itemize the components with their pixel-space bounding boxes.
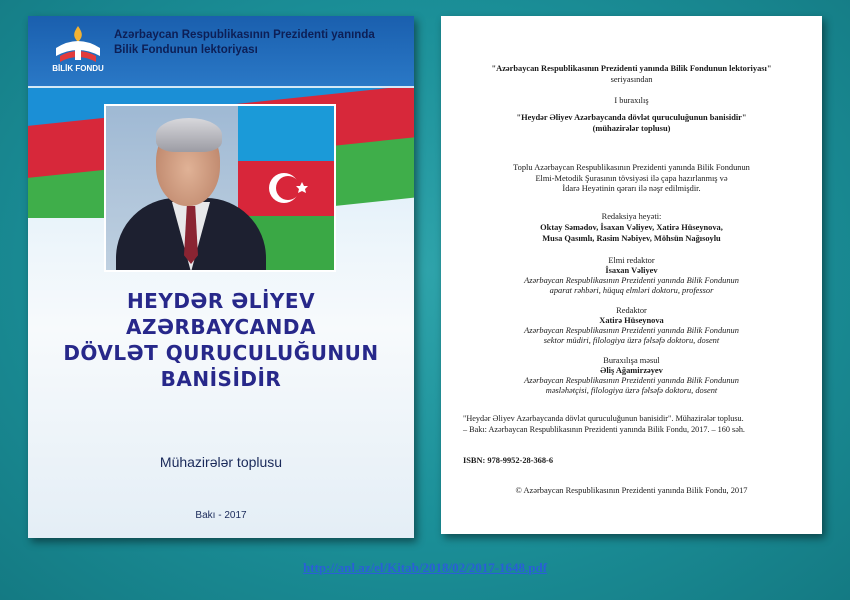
cover-organization xyxy=(114,28,404,58)
scientific-editor-role-1: Azərbaycan Respublikasının Prezidenti yanında Bilik Fondunun xyxy=(524,276,739,285)
cover-org-line-2: Bilik Fondunun lektoriyası xyxy=(114,44,258,56)
editorial-board-line-2: Musa Qasımlı, Rasim Nəbiyev, Möhsün Nağısoylu xyxy=(542,234,721,243)
source-pdf-link[interactable]: http://anl.az/el/Kitab/2018/02/2017-1648.pdf xyxy=(302,560,548,575)
responsible-for-release-name: Əliş Ağamirzəyev xyxy=(600,366,663,375)
scientific-editor-role-2: aparat rəhbəri, hüquq elmləri doktoru, professor xyxy=(549,286,714,295)
logo-text: BİLİK FONDU xyxy=(52,64,104,73)
cover-org-line-1: Azərbaycan Respublikasının Prezidenti yanında xyxy=(114,29,375,41)
cover-title-line-2: AZƏRBAYCANDA xyxy=(126,315,316,339)
isbn: ISBN: 978-9952-28-368-6 xyxy=(463,456,554,465)
cover-title xyxy=(38,288,404,392)
responsible-for-release-role-1: Azərbaycan Respublikasının Prezidenti yanında Bilik Fondunun xyxy=(524,376,739,385)
editorial-board-line-1: Oktay Səmədov, İsaxan Vəliyev, Xatirə Hüseynova, xyxy=(540,223,723,232)
portrait-photo xyxy=(104,104,336,272)
citation-line-1: "Heydər Əliyev Azərbaycanda dövlət quruculuğunun banisidir". Mühazirələr toplusu. xyxy=(463,414,744,423)
citation-line-2: – Bakı: Azərbaycan Respublikasının Prezidenti yanında Bilik Fondu, 2017. – 160 səh. xyxy=(463,425,745,434)
editorial-board-label: Redaksiya heyəti: xyxy=(601,212,662,221)
series-title: "Azərbaycan Respublikasının Prezidenti yanında Bilik Fondunun lektoriyası" xyxy=(491,64,772,73)
cover-title-line-4: BANİSİDİR xyxy=(160,367,282,391)
book-cover xyxy=(28,16,414,538)
cover-city-year: Bakı - 2017 xyxy=(195,510,247,521)
book-subtitle: (mühazirələr toplusu) xyxy=(592,124,671,133)
editor-role-1: Azərbaycan Respublikasının Prezidenti yanında Bilik Fondunun xyxy=(524,326,739,335)
issue-number: I buraxılış xyxy=(614,96,649,105)
approval-line-2: Elmi-Metodik Şurasının tövsiyəsi ilə çapa hazırlanmış və xyxy=(535,174,728,183)
cover-subtitle: Mühazirələr toplusu xyxy=(159,454,283,470)
series-suffix: seriyasından xyxy=(610,75,653,84)
scientific-editor-label: Elmi redaktor xyxy=(608,256,655,265)
editor-role-2: sektor müdiri, filologiya üzrə fəlsəfə doktoru, dosent xyxy=(543,336,720,345)
copyright: © Azərbaycan Respublikasının Prezidenti yanında Bilik Fondu, 2017 xyxy=(515,486,748,495)
cover-title-line-1: HEYDƏR ƏLİYEV xyxy=(126,289,316,313)
responsible-for-release-label: Buraxılışa məsul xyxy=(603,356,660,365)
imprint-page xyxy=(441,16,822,534)
editor-name: Xatirə Hüseynova xyxy=(599,316,664,325)
cover-title-line-3: DÖVLƏT QURUCULUĞUNUN xyxy=(63,341,379,365)
book-title: "Heydər Əliyev Azərbaycanda dövlət quruculuğunun banisidir" xyxy=(516,113,747,122)
approval-line-1: Toplu Azərbaycan Respublikasının Prezidenti yanında Bilik Fondunun xyxy=(513,163,750,172)
approval-line-3: İdarə Heyətinin qərarı ilə nəşr edilmişdir. xyxy=(562,184,701,193)
responsible-for-release-role-2: məsləhətçisi, filologiya üzrə fəlsəfə doktoru, dosent xyxy=(545,386,718,395)
scientific-editor-name: İsaxan Vəliyev xyxy=(605,266,658,275)
editor-label: Redaktor xyxy=(616,306,647,315)
